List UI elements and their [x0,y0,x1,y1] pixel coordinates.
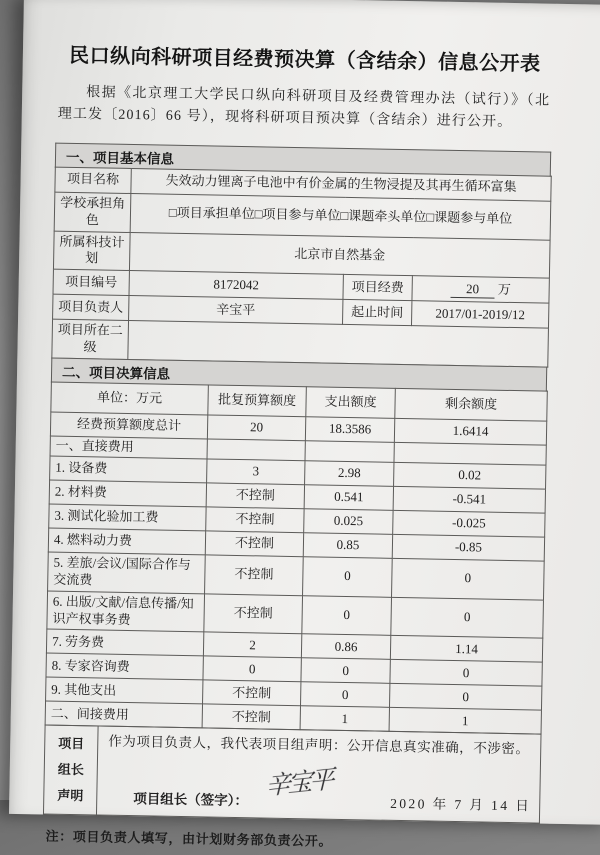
table-row: 4. 燃料动力费 不控制 0.85 -0.85 [48,528,544,561]
declaration-table [43,725,542,824]
project-name-label: 项目名称 [55,167,131,193]
table-row: 3. 测试化验加工费 不控制 0.025 -0.025 [49,504,545,537]
table-row: 二、间接费用 不控制 1 1 [45,701,541,734]
signature-handwriting: 辛宝平 [265,766,332,801]
declaration-role-label: 项目 组长 声明 [43,725,98,815]
table-row: 8. 专家咨询费 0 0 0 [46,653,542,686]
table-row: 5. 差旅/会议/国际合作与交流费 不控制 0 0 [48,552,545,600]
document-content [8,0,553,854]
role-checkbox-options: □项目承担单位□项目参与单位□课题牵头单位□课题参与单位 [130,193,551,239]
paper-sheet [9,0,600,850]
section-header-budget-info: 二、项目决算信息 [51,358,547,392]
leader-label: 项目负责人 [53,294,129,320]
period-value: 2017/01-2019/12 [411,301,548,329]
column-header-unit: 单位：万元 [51,382,209,415]
column-header-remaining: 剩余额度 [395,388,548,421]
plan-label: 所属科技计划 [53,231,130,271]
table-row: 9. 其他支出 不控制 0 0 [46,677,542,710]
plan-value: 北京市自然基金 [129,232,550,278]
section-header-basic-info: 一、项目基本信息 [55,142,551,176]
footnote: 注：项目负责人填写，由计划财务部负责公开。 [45,829,333,850]
period-label: 起止时间 [342,300,411,326]
project-code-label: 项目编号 [53,269,129,295]
project-code-value: 8172042 [129,271,343,300]
signature-line-label: 项目组长（签字）： [133,791,249,809]
declaration-date: 2020 年 7 月 14 日 [390,795,532,814]
table-row: 经费预算额度总计 20 18.3586 1.6414 [50,412,546,445]
column-header-spent: 支出额度 [306,387,396,419]
table-row: 6. 出版/文献/信息传播/知识产权事务费 不控制 0 0 [47,591,544,639]
basic-info-table [51,166,551,367]
funds-label: 项目经费 [343,275,412,301]
role-label: 学校承担角色 [54,192,131,232]
table-row: 7. 劳务费 2 0.86 1.14 [46,629,542,662]
funds-amount: 20 [450,282,494,299]
leader-value: 辛宝平 [129,296,343,325]
declaration-statement: 作为项目负责人，我代表项目组声明：公开信息真实准确，不涉密。 [108,734,530,757]
table-row: 2. 材料费 不控制 0.541 -0.541 [49,480,545,513]
funds-unit: 万 [497,281,511,297]
intro-paragraph: 根据《北京理工大学民口纵向科研项目及经费管理办法（试行）》（北理工发〔2016〕66 号），现将科研项目预决算（含结余）进行公开。 [57,85,551,131]
page-title: 民口纵向科研项目经费预决算（含结余）信息公开表 [68,44,541,76]
unit-label: 项目所在二级 [52,319,129,359]
column-header-approved: 批复预算额度 [208,385,307,417]
table-row [43,725,541,823]
declaration-cell [96,726,541,823]
table-row: 一、直接费用 [50,436,546,465]
table-row: 1. 设备费 3 2.98 0.02 [50,456,546,489]
funds-value-cell [412,276,549,304]
budget-table [45,382,548,735]
project-name-value: 失效动力锂离子电池中有价金属的生物浸提及其再生循环富集 [131,168,551,201]
